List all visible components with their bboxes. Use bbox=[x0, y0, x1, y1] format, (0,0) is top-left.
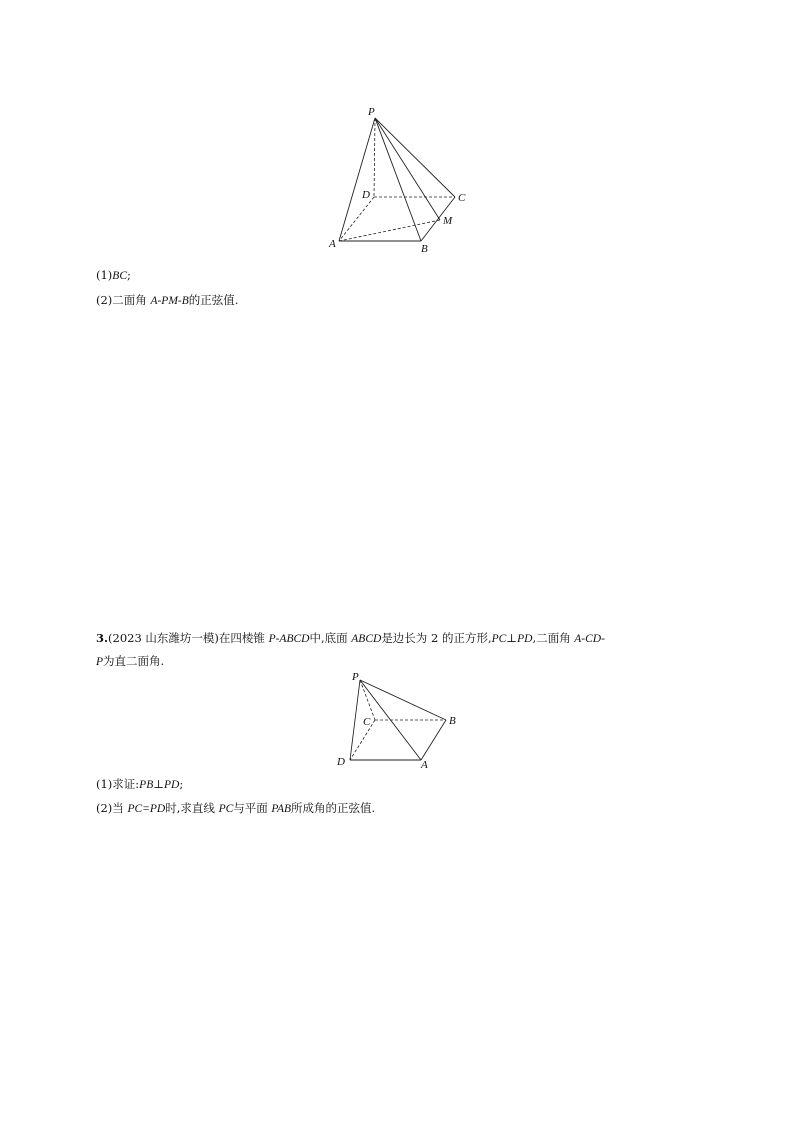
vertex-label-P: P bbox=[368, 106, 375, 118]
vertex-label-D: D bbox=[337, 756, 345, 768]
math-expr: A-PM-B bbox=[150, 295, 189, 307]
edge-AB bbox=[421, 720, 446, 760]
vertex-label-P: P bbox=[352, 671, 359, 683]
vertex-label-C: C bbox=[458, 192, 466, 204]
edge-PA bbox=[339, 118, 375, 241]
vertex-label-B: B bbox=[421, 243, 428, 255]
problem2-q1: (1)BC; bbox=[96, 268, 131, 282]
hidden-edge-AM bbox=[339, 220, 440, 241]
pyramid-figure-2 bbox=[330, 665, 470, 775]
vertex-label-C: C bbox=[363, 716, 371, 728]
edge-PC bbox=[375, 118, 455, 197]
vertex-label-D: D bbox=[362, 189, 370, 201]
vertex-label-A: A bbox=[421, 759, 428, 771]
problem3-statement-line1: 3.(2023 山东潍坊一模)在四棱锥 P-ABCD中,底面 ABCD是边长为 2 的正方形,PC⊥PD,二面角 A-CD- bbox=[96, 631, 605, 645]
vertex-label-A: A bbox=[329, 238, 336, 250]
q-number: (1) bbox=[96, 268, 113, 282]
problem3-q2: (2)当 PC=PD时,求直线 PC与平面 PAB所成角的正弦值. bbox=[96, 801, 376, 815]
math-expr: BC bbox=[112, 270, 127, 282]
problem2-q2: (2)二面角 A-PM-B的正弦值. bbox=[96, 293, 239, 307]
problem-source: (2023 山东潍坊一模) bbox=[108, 631, 219, 645]
vertex-label-B: B bbox=[449, 715, 456, 727]
vertex-label-M: M bbox=[443, 215, 453, 227]
q-number: (2) bbox=[96, 801, 113, 815]
hidden-edge-PD bbox=[374, 118, 375, 197]
problem3-q1: (1)求证:PB⊥PD; bbox=[96, 777, 184, 791]
edge-PD bbox=[350, 680, 360, 760]
math-expr: PB⊥PD bbox=[139, 779, 180, 791]
hidden-edge-DA bbox=[339, 197, 374, 241]
problem-number: 3. bbox=[96, 631, 109, 645]
q-number: (2) bbox=[96, 293, 113, 307]
pyramid-figure-1 bbox=[320, 100, 480, 260]
problem3-statement-line2: P为直二面角. bbox=[96, 654, 165, 668]
q-number: (1) bbox=[96, 777, 113, 791]
